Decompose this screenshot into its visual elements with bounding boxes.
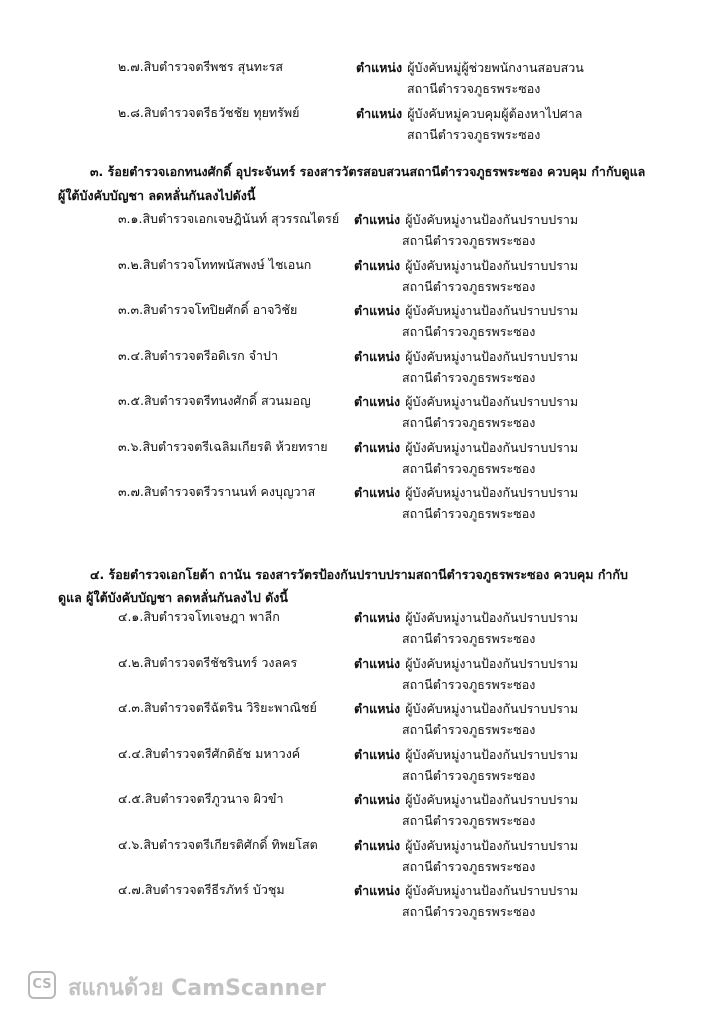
entry-3-3-position: [354, 300, 578, 321]
position-text: ผู้บังคับหมู่งานป้องกันปราบปราม: [405, 746, 579, 762]
entry-2-7-position: [356, 57, 584, 78]
position-text: ผู้บังคับหมู่ผู้ช่วยพนักงานสอบสวน: [407, 60, 584, 75]
position-label: ตำแหน่ง: [354, 792, 401, 807]
entry-2-7-station: สถานีตำรวจภูธรพระซอง: [407, 81, 541, 96]
entry-3-5-name: [118, 391, 311, 411]
position-label: ตำแหน่ง: [354, 883, 401, 898]
entry-number: ๔.๑.: [118, 609, 144, 624]
entry-name: สิบตำรวจเอกเจษฎินันท์ สุวรรณไตรย์: [142, 211, 340, 226]
entry-4-6-station: สถานีตำรวจภูธรพระซอง: [402, 858, 536, 874]
position-text: ผู้บังคับหมู่งานป้องกันปราบปราม: [405, 212, 579, 227]
camscanner-logo-text: CS: [32, 977, 52, 992]
entry-4-5-station: สถานีตำรวจภูธรพระซอง: [402, 813, 536, 828]
entry-number: ๔.๕.: [118, 791, 145, 806]
position-text: ผู้บังคับหมู่งานป้องกันปราบปราม: [405, 257, 579, 273]
entry-3-3-station: สถานีตำรวจภูธรพระซอง: [402, 324, 536, 339]
entry-number: ๓.๕.: [118, 393, 144, 408]
entry-3-2-position: [354, 255, 578, 276]
entry-name: สิบตำรวจตรีทนงศักดิ์ สวนมอญ: [143, 393, 311, 408]
position-label: ตำแหน่ง: [356, 106, 403, 121]
entry-name: สิบตำรวจตรีชัชรินทร์ วงลคร: [143, 654, 298, 670]
camscanner-caption: สแกนด้วย CamScanner: [68, 976, 326, 1001]
camscanner-watermark: [20, 965, 360, 1005]
entry-4-6-name: [118, 835, 318, 855]
entry-4-4-position: [354, 744, 578, 765]
entry-3-7-position: [354, 482, 578, 503]
entry-number: ๔.๓.: [118, 700, 144, 715]
entry-3-1-position: [354, 209, 578, 230]
entry-number: ๔.๗.: [118, 882, 145, 897]
entry-4-1-station: สถานีตำรวจภูธรพระซอง: [402, 631, 536, 646]
position-label: ตำแหน่ง: [354, 257, 401, 273]
section-4-heading-line-2: ดูแล ผู้ใต้บังคับบัญชา ลดหลั่นกันลงไป ดังนี้: [58, 590, 288, 605]
entry-name: สิบตำรวจตรีธีรภัทร์ บัวชุม: [144, 882, 285, 897]
entry-number: ๓.๔.: [118, 347, 144, 363]
camscanner-logo-icon: [28, 971, 56, 999]
section-3-heading-line-1: ๓. ร้อยตำรวจเอกทนงศักดิ์ อุประจันทร์ รองสารวัตรสอบสวนสถานีตำรวจภูธรพระซอง ควบคุม กำกับดูแล: [90, 164, 646, 179]
entry-4-1-position: [354, 607, 578, 628]
position-text: ผู้บังคับหมู่งานป้องกันปราบปราม: [405, 485, 579, 500]
entry-3-6-name: [118, 437, 328, 457]
entry-4-1-name: [118, 607, 280, 627]
entry-3-7-station: สถานีตำรวจภูธรพระซอง: [402, 506, 536, 521]
position-text: ผู้บังคับหมู่งานป้องกันปราบปราม: [405, 701, 579, 716]
entry-2-8-station: สถานีตำรวจภูธรพระซอง: [407, 127, 541, 142]
position-label: ตำแหน่ง: [354, 837, 401, 853]
entry-2-8-name: [118, 103, 299, 123]
entry-3-5-station: สถานีตำรวจภูธรพระซอง: [402, 415, 536, 430]
entry-3-1-name: [118, 209, 339, 229]
position-text: ผู้บังคับหมู่งานป้องกันปราบปราม: [405, 792, 579, 807]
entry-number: ๓.๗.: [118, 484, 144, 499]
entry-name: สิบตำรวจตรีธวัชชัย ทุยทรัพย์: [143, 105, 300, 120]
position-text: ผู้บังคับหมู่งานป้องกันปราบปราม: [405, 439, 579, 455]
entry-4-7-position: [354, 880, 578, 901]
entry-number: ๔.๖.: [118, 836, 144, 852]
entry-name: สิบตำรวจตรีฉัตริน วิริยะพาณิชย์: [143, 700, 317, 715]
entry-name: สิบตำรวจตรีอดิเรก จำปา: [143, 347, 278, 363]
position-label: ตำแหน่ง: [356, 60, 403, 75]
entry-4-4-station: สถานีตำรวจภูธรพระซอง: [402, 767, 536, 783]
position-text: ผู้บังคับหมู่งานป้องกันปราบปราม: [405, 303, 579, 318]
entry-3-2-name: [118, 255, 311, 275]
entry-4-3-name: [118, 698, 317, 718]
entry-4-3-station: สถานีตำรวจภูธรพระซอง: [402, 722, 536, 737]
entry-4-2-position: [354, 653, 578, 674]
position-label: ตำแหน่ง: [354, 394, 401, 409]
entry-3-1-station: สถานีตำรวจภูธรพระซอง: [402, 233, 536, 248]
entry-4-7-station: สถานีตำรวจภูธรพระซอง: [402, 904, 536, 919]
entry-4-5-name: [118, 789, 284, 809]
entry-name: สิบตำรวจตรีพชร สุนทะรส: [143, 59, 284, 74]
entry-number: ๔.๒.: [118, 654, 144, 670]
section-3-heading-line-2: ผู้ใต้บังคับบัญชา ลดหลั่นกันลงไปดังนี้: [58, 188, 256, 203]
position-label: ตำแหน่ง: [354, 439, 401, 455]
entry-number: ๔.๔.: [118, 745, 145, 761]
entry-3-6-station: สถานีตำรวจภูธรพระซอง: [402, 460, 536, 476]
entry-3-7-name: [118, 482, 315, 502]
entry-name: สิบตำรวจตรีภูวนาจ ผิวขำ: [144, 791, 284, 806]
entry-3-6-position: [354, 437, 578, 458]
entry-4-4-name: [118, 744, 300, 764]
position-label: ตำแหน่ง: [354, 348, 401, 364]
position-label: ตำแหน่ง: [354, 212, 401, 227]
entry-name: สิบตำรวจโทปิยศักดิ์ อาจวิชัย: [143, 302, 298, 317]
position-label: ตำแหน่ง: [354, 610, 401, 625]
entry-3-4-station: สถานีตำรวจภูธรพระซอง: [402, 369, 536, 385]
position-label: ตำแหน่ง: [354, 485, 401, 500]
entry-number: ๓.๑.: [118, 211, 143, 226]
position-label: ตำแหน่ง: [354, 746, 401, 762]
position-label: ตำแหน่ง: [354, 655, 401, 671]
entry-name: สิบตำรวจตรีเกียรติศักดิ์ ทิพยโสต: [143, 836, 318, 852]
position-text: ผู้บังคับหมู่งานป้องกันปราบปราม: [405, 348, 579, 364]
entry-number: ๓.๖.: [118, 438, 143, 454]
entry-3-4-position: [354, 346, 578, 367]
position-label: ตำแหน่ง: [354, 303, 401, 318]
entry-4-3-position: [354, 698, 578, 719]
entry-2-7-name: [118, 57, 283, 77]
entry-name: สิบตำรวจตรีเฉลิมเกียรติ ห้วยทราย: [142, 438, 328, 454]
position-text: ผู้บังคับหมู่งานป้องกันปราบปราม: [405, 837, 579, 853]
position-text: ผู้บังคับหมู่ควบคุมผู้ต้องหาไปศาล: [407, 106, 583, 121]
entry-name: สิบตำรวจโทเจษฎา พาลีก: [143, 609, 280, 624]
entry-4-2-name: [118, 653, 297, 673]
position-text: ผู้บังคับหมู่งานป้องกันปราบปราม: [405, 655, 579, 671]
entry-name: สิบตำรวจโททพนัสพงษ์ ไชเอนก: [142, 256, 312, 272]
entry-name: สิบตำรวจตรีศักดิธัช มหาวงค์: [144, 745, 301, 761]
entry-3-4-name: [118, 346, 278, 366]
entry-number: ๒.๗.: [118, 59, 144, 74]
entry-number: ๓.๓.: [118, 302, 144, 317]
entry-4-5-position: [354, 789, 578, 810]
entry-4-7-name: [118, 880, 285, 900]
entry-number: ๓.๒.: [118, 256, 143, 272]
section-4-heading-line-1: ๔. ร้อยตำรวจเอกโยต้า ถานัน รองสารวัตรป้องกันปราบปรามสถานีตำรวจภูธรพระซอง ควบคุม กำกับ: [90, 567, 628, 582]
position-label: ตำแหน่ง: [354, 701, 401, 716]
position-text: ผู้บังคับหมู่งานป้องกันปราบปราม: [405, 610, 579, 625]
position-text: ผู้บังคับหมู่งานป้องกันปราบปราม: [405, 883, 579, 898]
entry-4-2-station: สถานีตำรวจภูธรพระซอง: [402, 676, 536, 692]
entry-3-5-position: [354, 391, 578, 412]
entry-number: ๒.๘.: [118, 105, 144, 120]
position-text: ผู้บังคับหมู่งานป้องกันปราบปราม: [405, 394, 579, 409]
entry-name: สิบตำรวจตรีวรานนท์ คงบุญวาส: [143, 484, 316, 499]
entry-3-3-name: [118, 300, 297, 320]
entry-4-6-position: [354, 835, 578, 856]
entry-2-8-position: [356, 103, 582, 124]
entry-3-2-station: สถานีตำรวจภูธรพระซอง: [402, 278, 536, 294]
